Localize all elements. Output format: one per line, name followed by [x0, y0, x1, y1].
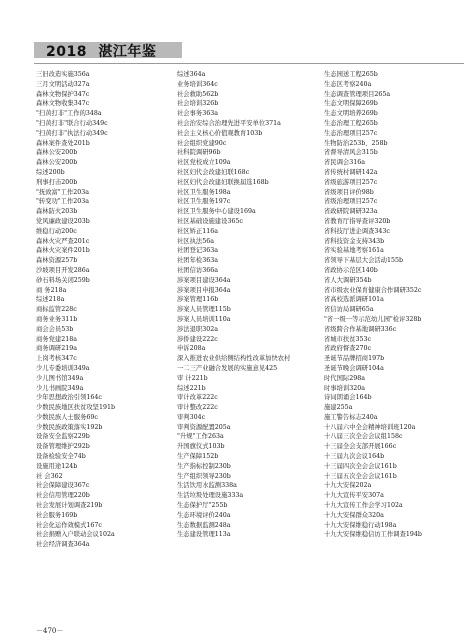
index-entry: 商 务218a	[36, 286, 67, 294]
index-entry: 社会主义核心价值观教育103b	[177, 129, 263, 137]
index-entry: 时事培训320a	[324, 384, 365, 392]
index-entry: 社会信用管理220b	[36, 492, 90, 500]
index-entry: 省级治理项目257c	[324, 198, 378, 206]
index-entry: 生态园送工程265b	[324, 71, 378, 78]
index-entry: 省信访局调研65a	[324, 306, 374, 314]
index-entry: 三月文明活动327a	[36, 80, 90, 88]
index-entry: 生活垃圾处理设施333a	[177, 492, 244, 500]
index-entry: 生产指标控制230b	[177, 462, 231, 470]
index-entry: 森林公安200b	[36, 159, 78, 167]
index-entry: "扫黄打非"执法行动349c	[36, 129, 108, 137]
index-entry: 省城市扶贫353c	[324, 335, 372, 343]
index-entry: 社区党校成立109a	[177, 159, 231, 167]
index-entry: 社会发展计划调查219b	[36, 502, 103, 510]
index-entry: 商会会员53b	[36, 325, 74, 333]
index-entry: 综述364a	[177, 71, 206, 78]
header-year: 2018	[46, 44, 87, 60]
header-rule	[34, 63, 464, 64]
index-entry: 森林文物保护347c	[36, 90, 90, 98]
index-entry: 商标监管228c	[36, 306, 77, 314]
index-entry: 审计整改222c	[177, 404, 218, 412]
index-entry: 生态治理工程265b	[324, 119, 378, 127]
index-entry: 社区矫正116a	[177, 227, 218, 235]
index-entry: 十八届三次全会会议组158c	[324, 433, 403, 441]
index-entry: 涉法退职302a	[177, 325, 218, 333]
index-entry: 生态数据监测248a	[177, 521, 231, 529]
index-entry: 审判304c	[177, 413, 206, 421]
index-entry: 十三届九次会议164b	[324, 453, 385, 461]
index-entry: 生态治理项目257c	[324, 129, 378, 137]
index-entry: 生态调查管理项目265a	[324, 90, 391, 98]
index-entry: 森林案件查处201b	[36, 139, 90, 147]
index-entry: 省科技厅进企调查343c	[324, 227, 390, 235]
index-entry: 社团年检363a	[177, 257, 218, 265]
page-number: －470－	[36, 627, 64, 635]
index-entry: "转变功"工作203a	[36, 198, 90, 206]
index-entry: 省督导清风会315b	[324, 149, 378, 157]
index-entry: 党风廉政建设203b	[36, 217, 90, 225]
index-entry: 十九大宣传工作会学习102a	[324, 502, 403, 510]
index-entry: 省政协示范区140b	[324, 266, 378, 274]
index-entry: 社区妇代会改建妇联168c	[177, 168, 250, 176]
index-column-3	[324, 70, 462, 540]
index-entry: 少年思想政治引领164c	[36, 394, 102, 402]
index-entry: 沙坡项目开发286a	[36, 266, 90, 274]
index-entry: 生态保护厅"255b	[177, 502, 228, 510]
index-columns	[36, 70, 464, 595]
index-entry: 审判资源配置205a	[177, 423, 231, 431]
index-entry: 圣诞节品牌招商197b	[324, 355, 385, 363]
index-entry: 商务党建218a	[36, 335, 77, 343]
index-entry: 省市级农业保育健康合作调研352c	[324, 286, 422, 294]
index-entry: 涉案人员培训110a	[177, 315, 231, 323]
index-entry: 综述200b	[36, 168, 65, 176]
index-entry: 设备安全监察229b	[36, 433, 90, 441]
index-entry: 社区卫生服务198a	[177, 188, 231, 196]
index-entry: 生产保障152b	[177, 453, 219, 461]
index-entry: 设备检验安全74b	[36, 453, 86, 461]
index-entry: 时代国际298a	[324, 374, 365, 382]
index-entry: 三旧改造实施356a	[36, 71, 90, 78]
index-entry: 社会化运作效模式167c	[36, 521, 102, 529]
index-entry: 少儿图书馆349a	[36, 374, 84, 382]
index-entry: 社区卫生服务中心建设169a	[177, 208, 256, 216]
index-entry: 森林文物收集347c	[36, 100, 90, 108]
index-entry: 少儿书画院349a	[36, 384, 84, 392]
index-entry: 省政研院调研323a	[324, 208, 378, 216]
index-entry: 十九大安保群众320a	[324, 511, 384, 519]
index-entry: 社 会362	[36, 472, 63, 480]
index-entry: 维稳行动200c	[36, 227, 77, 235]
index-entry: 商务调研219a	[36, 345, 77, 353]
index-entry: 涉案人员管理115b	[177, 306, 231, 314]
index-entry: "升规"工作263a	[177, 433, 224, 441]
index-entry: 森林防火203b	[36, 208, 78, 216]
index-entry: 省人大调研354b	[324, 276, 372, 284]
index-entry: 社会组织党建90c	[177, 139, 227, 147]
index-entry: 生态区考察240a	[324, 80, 372, 88]
index-entry: 涉案管理116b	[177, 296, 219, 304]
index-entry: 上岗考核347c	[36, 355, 77, 363]
index-entry: 设备管理维护292b	[36, 443, 90, 451]
index-column-2	[177, 70, 321, 540]
index-entry: 森林资源257b	[36, 257, 78, 265]
index-entry: 审计改革222c	[177, 394, 218, 402]
index-entry: 省级跨合作基地调研336c	[324, 325, 397, 333]
index-entry: 社会捐赠入户联动会议102a	[36, 531, 115, 539]
index-entry: 十九大安保202a	[324, 482, 372, 490]
index-entry: 省实验基地考察161a	[324, 247, 384, 255]
index-entry: 生活饮用水监测338a	[177, 482, 237, 490]
index-column-1	[36, 70, 174, 550]
index-entry: 十九大安保维稳信访工作调查194b	[324, 531, 422, 539]
index-entry: 社区执法56a	[177, 237, 214, 245]
index-entry: 刑事打击200b	[36, 178, 78, 186]
index-entry: 生态文明培养269b	[324, 110, 378, 118]
index-entry: 生态建设管理113a	[177, 531, 231, 539]
index-entry: 森林火灾严查201c	[36, 237, 90, 245]
index-entry: 社会救助562b	[177, 90, 219, 98]
index-entry: 涉案项目申报364a	[177, 286, 231, 294]
index-entry: 设施用途124b	[36, 462, 78, 470]
index-entry: 省领导下基层大会活动155b	[324, 257, 404, 265]
index-entry: 施工警告标志240a	[324, 413, 378, 421]
index-entry: 社科院调研96b	[177, 149, 221, 157]
index-entry: 社会服务169b	[36, 511, 78, 519]
index-entry: 生态文明保障269b	[324, 100, 378, 108]
index-entry: 砂石料场关闭259b	[36, 276, 90, 284]
index-entry: 审 计221b	[177, 374, 208, 382]
header-book-title: 湛江年鉴	[98, 44, 157, 60]
index-entry: 森林火灾案件201b	[36, 247, 90, 255]
index-entry: 圣诞节晚会调研104a	[324, 364, 384, 372]
index-entry: 省传统村调研142a	[324, 168, 378, 176]
index-entry: 省高校选派调研101a	[324, 296, 384, 304]
index-entry: 省政府督查270c	[324, 345, 372, 353]
index-entry: 社区卫生服务197c	[177, 198, 231, 206]
index-entry: "省一级一等示范幼儿园"检评328b	[324, 315, 422, 323]
index-entry: 少数民族政策落实192b	[36, 423, 103, 431]
index-entry: 省民调会316a	[324, 159, 365, 167]
index-entry: 十三届五次全会会议161b	[324, 472, 397, 480]
index-entry: 十八届六中全会精神培训班120a	[324, 423, 416, 431]
index-entry: 生产组织领导230b	[177, 472, 231, 480]
index-entry: 一二三产业融合发展的实施意见425	[177, 364, 278, 372]
index-entry: 社会治安综合治理先进平安单位371a	[177, 119, 281, 127]
index-entry: 省教育厅指导查评320b	[324, 217, 391, 225]
index-entry: 十九大安保维稳行动198a	[324, 521, 397, 529]
index-entry: 涉案项目建设364a	[177, 276, 231, 284]
index-entry: 社区妇代会改建妇联换届选168b	[177, 178, 269, 186]
index-entry: 森林公安200b	[36, 149, 78, 157]
index-entry: 社区基础设施建设365c	[177, 217, 243, 225]
index-entry: 社会经济调查364a	[36, 541, 90, 549]
index-entry: 业务培训364c	[177, 80, 218, 88]
yearbook-header	[34, 36, 204, 64]
index-entry: 生物防治253b、258b	[324, 139, 388, 147]
index-entry: 综述218a	[36, 296, 65, 304]
index-entry: 深入推进农业供给侧结构性改革加快农村	[177, 355, 291, 363]
index-entry: 省级旅游项目257c	[324, 178, 378, 186]
index-entry: 生态环境评价240a	[177, 511, 231, 519]
index-entry: 诗词朗诵会164b	[324, 394, 372, 402]
index-entry: 十三届全会支部开展166c	[324, 443, 397, 451]
index-entry: 少儿专委培训349a	[36, 364, 90, 372]
index-entry: 省科技资金支持343b	[324, 237, 385, 245]
index-entry: "扫黄打非"联合行动349c	[36, 119, 108, 127]
index-entry: "扫黄打非"工作的348a	[36, 110, 102, 118]
index-entry: 施建255a	[324, 404, 353, 412]
index-entry: 申诉208a	[177, 345, 206, 353]
index-entry: "抚致富"工作203a	[36, 188, 90, 196]
index-entry: 社团信访366a	[177, 266, 218, 274]
index-entry: 社团登记363a	[177, 247, 218, 255]
index-entry: 社会保障建设367c	[36, 482, 90, 490]
index-entry: 综述221b	[177, 384, 206, 392]
index-entry: 社会培训326b	[177, 100, 219, 108]
index-entry: 十九大宣传平安307a	[324, 492, 384, 500]
index-entry: 省级项目评价98b	[324, 188, 374, 196]
index-entry: 社会事务363a	[177, 110, 218, 118]
index-entry: 升国旗仪式103b	[177, 443, 225, 451]
index-entry: 商务业务311b	[36, 315, 78, 323]
index-entry: 涉侨建设222c	[177, 335, 218, 343]
index-entry: 少数民族人士服务69c	[36, 413, 98, 421]
header-title	[46, 41, 156, 61]
index-entry: 十三届四次全会会议161b	[324, 462, 397, 470]
index-entry: 少数民族地区扶贫攻坚191b	[36, 404, 116, 412]
